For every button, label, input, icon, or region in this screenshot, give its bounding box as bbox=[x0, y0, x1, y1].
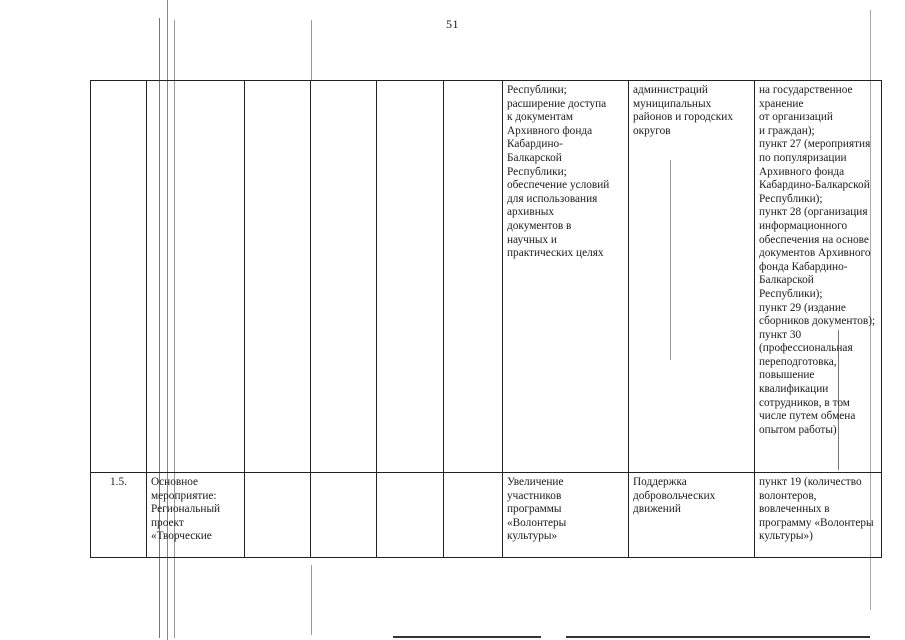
table-cell bbox=[91, 473, 147, 558]
cell-text: Основное мероприятие: Региональный проект «Творческие bbox=[151, 476, 221, 543]
table-cell bbox=[91, 81, 147, 473]
cell-text: Поддержка добровольческих движений bbox=[633, 476, 716, 516]
cell-text: Увеличение участников программы «Волонтеры культуры» bbox=[507, 476, 567, 543]
cell-text: на государственное хранение от организаций и граждан); пункт 27 (мероприятия по популяризации Архивного фонда Кабардино-Балкарской Республики); пункт 28 (организация информационного обеспечения на основе документов Архивного фонда Кабардино- Балкарской Республики); пункт 29 (издание сборников документов); пункт 30 (профессиональная переподготовка, повышение квалификации сотрудников, в том числе путем обмена опытом работы) bbox=[759, 84, 876, 436]
scan-artifact-line bbox=[311, 20, 312, 80]
page-number: 51 bbox=[446, 17, 459, 31]
table-cell bbox=[629, 81, 755, 473]
table-cell bbox=[147, 81, 245, 473]
document-table bbox=[90, 80, 882, 558]
row-number: 1.5. bbox=[110, 476, 127, 488]
table-cell bbox=[755, 473, 882, 558]
table-cell bbox=[147, 473, 245, 558]
table-cell bbox=[377, 81, 444, 473]
table-cell bbox=[629, 473, 755, 558]
table-cell bbox=[311, 473, 377, 558]
table-cell bbox=[245, 473, 311, 558]
table-cell bbox=[311, 81, 377, 473]
table-cell bbox=[755, 81, 882, 473]
cell-text: Республики; расширение доступа к документам Архивного фонда Кабардино- Балкарской Республики; обеспечение условий для использования архивных документов в научных и практических целях bbox=[507, 84, 610, 260]
scan-edge-rule bbox=[566, 636, 870, 638]
cell-text: пункт 19 (количество волонтеров, вовлеченных в программу «Волонтеры культуры») bbox=[759, 476, 874, 543]
table-cell bbox=[503, 81, 629, 473]
table-cell bbox=[377, 473, 444, 558]
table-cell bbox=[503, 473, 629, 558]
table-cell bbox=[444, 473, 503, 558]
scan-edge-rule bbox=[393, 636, 541, 638]
cell-text: администраций муниципальных районов и городских округов bbox=[633, 84, 733, 137]
table-cell bbox=[245, 81, 311, 473]
table-row bbox=[91, 81, 882, 473]
scan-artifact-line bbox=[311, 565, 312, 635]
table-row bbox=[91, 473, 882, 558]
table-cell bbox=[444, 81, 503, 473]
